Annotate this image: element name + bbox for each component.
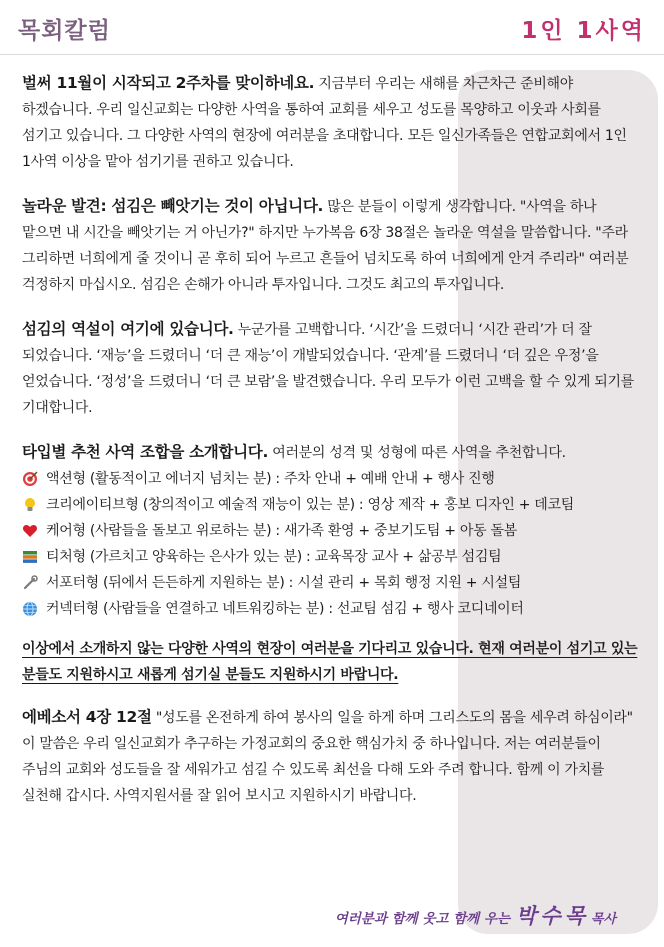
ministry-type-text: 크리에이티브형 (창의적이고 예술적 재능이 있는 분) : 영상 제작 + 홍보 디자인 + 데코팀 bbox=[46, 497, 574, 513]
list-item bbox=[22, 596, 640, 622]
header-divider bbox=[0, 54, 664, 55]
lightbulb-icon bbox=[22, 497, 38, 513]
paragraph-text: 지금부터 우리는 새해를 차근차근 준비해야 하겠습니다. 우리 일신교회는 다양한 사역을 통하여 교회를 세우고 성도를 목양하고 이웃과 사회를 섬기고 있습니다. 그 다양한 사역의 현장에 여러분을 초대합니다. 모든 일신가족들은 연합교회에서 1인 1사역 이상을 맡아 섬기기를 권하고 있습니다. bbox=[22, 76, 627, 170]
ministry-type-text: 케어형 (사람들을 돌보고 위로하는 분) : 새가족 환영 + 중보기도팀 + 아동 돌봄 bbox=[46, 523, 517, 539]
target-icon bbox=[22, 471, 38, 487]
ministry-type-list bbox=[22, 466, 640, 622]
paragraph-types-intro bbox=[22, 439, 640, 466]
paragraph-lead: 놀라운 발견: 섬김은 빼앗기는 것이 아닙니다. bbox=[22, 197, 324, 215]
column-header bbox=[0, 0, 664, 56]
author-tagline: 여러분과 함께 웃고 함께 우는 bbox=[334, 911, 511, 927]
ministry-type-text: 액션형 (활동적이고 에너지 넘치는 분) : 주차 안내 + 예배 안내 + 행사 진행 bbox=[46, 471, 495, 487]
paragraph-text: 많은 분들이 이렇게 생각합니다. "사역을 하나 맡으면 내 시간을 빼앗기는 거 아닌가?" 하지만 누가복음 6장 38절은 놀라운 역설을 말씀합니다. "주라 그리하면 너희에게 줄 것이니 곧 후히 되어 누르고 흔들어 넘치도록 하여 너희에게 안겨 주리라" 여러분 걱정하지 마십시오. 섬김은 손해가 아니라 투자입니다. 그것도 최고의 투자입니다. bbox=[22, 199, 629, 293]
list-item bbox=[22, 492, 640, 518]
paragraph-lead: 에베소서 4장 12절 bbox=[22, 708, 152, 726]
ministry-type-text: 커넥터형 (사람들을 연결하고 네트워킹하는 분) : 선교팀 섬김 + 행사 코디네이터 bbox=[46, 601, 524, 617]
list-item bbox=[22, 544, 640, 570]
author-name: 박수목 bbox=[516, 904, 589, 928]
paragraph-lead: 섬김의 역설이 여기에 있습니다. bbox=[22, 320, 234, 338]
paragraph-closing bbox=[22, 704, 640, 809]
notice-paragraph bbox=[22, 636, 640, 688]
paragraph-discovery bbox=[22, 193, 640, 298]
paragraph-paradox bbox=[22, 316, 640, 421]
author-role: 목사 bbox=[590, 912, 616, 927]
list-item bbox=[22, 570, 640, 596]
paragraph-lead: 벌써 11월이 시작되고 2주차를 맞이하네요. bbox=[22, 74, 315, 92]
column-body bbox=[22, 64, 640, 809]
paragraph-intro bbox=[22, 70, 640, 175]
ministry-type-text: 티처형 (가르치고 양육하는 은사가 있는 분) : 교육목장 교사 + 삶공부 섬김팀 bbox=[46, 549, 502, 565]
paragraph-text: "성도를 온전하게 하여 봉사의 일을 하게 하며 그리스도의 몸을 세우려 하심이라" 이 말씀은 우리 일신교회가 추구하는 가정교회의 중요한 핵심가치 중 하나입니다. 저는 여러분들이 주님의 교회와 성도들을 잘 세워가고 섬길 수 있도록 최선을 다해 도와 주려 합니다. 함께 이 가치를 실천해 갑시다. 사역지원서를 잘 읽어 보시고 지원하시기 바랍니다. bbox=[22, 710, 633, 804]
notice-text: 이상에서 소개하지 않는 다양한 사역의 현장이 여러분을 기다리고 있습니다. 현재 여러분이 섬기고 있는 분들도 지원하시고 새롭게 섬기실 분들도 지원하시기 바랍니다. bbox=[22, 641, 638, 683]
paragraph-text: 여러분의 성격 및 성형에 따른 사역을 추천합니다. bbox=[268, 445, 566, 461]
ministry-type-text: 서포터형 (뒤에서 든든하게 지원하는 분) : 시설 관리 + 목회 행정 지원 + 시설팀 bbox=[46, 575, 522, 591]
books-icon bbox=[22, 549, 38, 565]
heart-icon bbox=[22, 523, 38, 539]
paragraph-text: 누군가를 고백합니다. ‘시간’을 드렸더니 ‘시간 관리’가 더 잘 되었습니다. ‘재능’을 드렸더니 ‘더 큰 재능’이 개발되었습니다. ‘관계’를 드렸더니 ‘더 깊은 우정’을 얻었습니다. ‘정성’을 드렸더니 ‘더 큰 보람’을 발견했습니다. 우리 모두가 이런 고백을 할 수 있게 되기를 기대합니다. bbox=[22, 322, 634, 416]
paragraph-lead: 타입별 추천 사역 조합을 소개합니다. bbox=[22, 443, 269, 461]
list-item bbox=[22, 518, 640, 544]
column-title: 목회칼럼 bbox=[18, 18, 111, 44]
column-subtitle: 1인 1사역 bbox=[521, 18, 646, 44]
author-signature bbox=[335, 900, 616, 930]
list-item bbox=[22, 466, 640, 492]
globe-icon bbox=[22, 601, 38, 617]
wrench-icon bbox=[22, 575, 38, 591]
